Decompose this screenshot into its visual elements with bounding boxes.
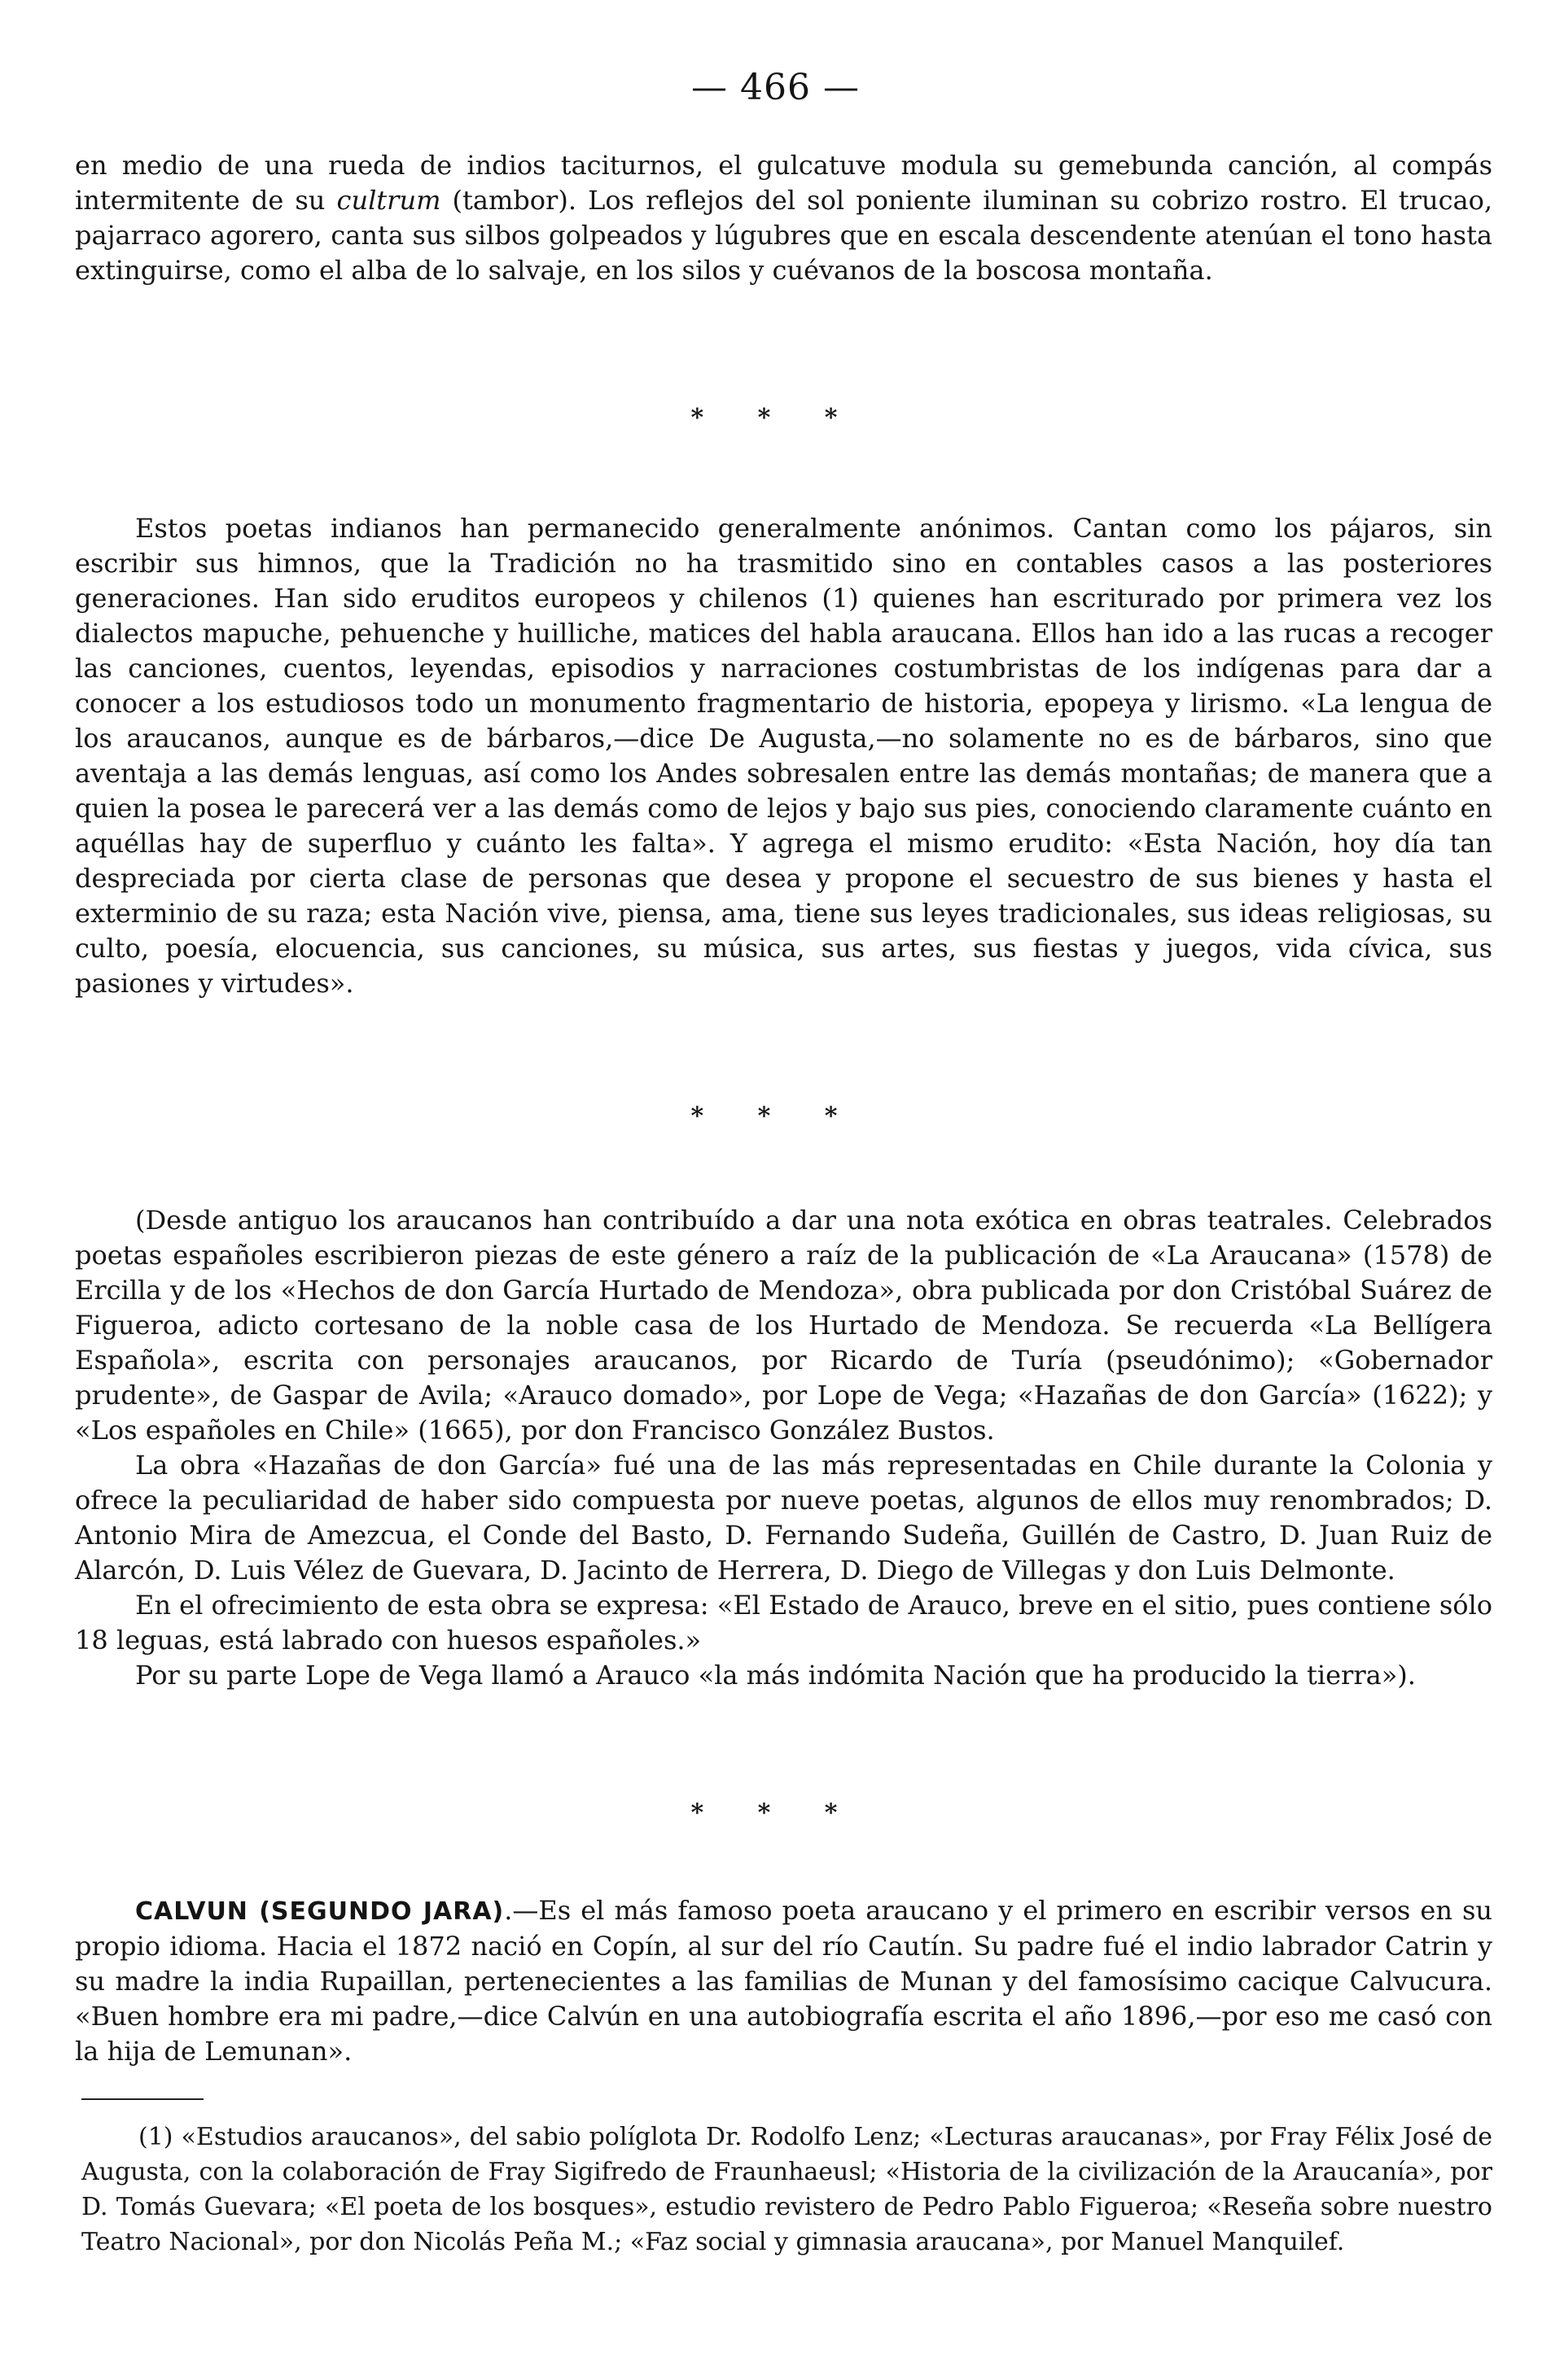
intro-text-part2: (tambor). Los reflejos del sol poniente iluminan su cobrizo rostro. El trucao, pajarraco agorero, canta sus silbos golpeados y lúgubres que en escala descendente atenúan el tono hasta extinguirse, como el alba de lo salvaje, en los silos y cuévanos de la boscosa montaña. — [75, 185, 1493, 286]
section-separator-1: * * * — [690, 404, 861, 432]
page-number: — 466 — — [691, 67, 860, 108]
calvun-paragraph — [75, 1893, 1492, 2069]
theatre-paragraph-2: La obra «Hazañas de don García» fué una de las más representadas en Chile durante la Colonia y ofrece la peculiaridad de haber sido compuesta por nueve poetas, algunos de ellos muy renombrados; D. Antonio Mira de Amezcua, el Conde del Basto, D. Fernando Sudeña, Guillén de Castro, D. Juan Ruiz de Alarcón, D. Luis Vélez de Guevara, D. Jacinto de Herrera, D. Diego de Villegas y don Luis Delmonte. — [75, 1450, 1492, 1586]
theatre-section — [75, 1203, 1492, 1693]
theatre-paragraph-1: (Desde antiguo los araucanos han contribuído a dar una nota exótica en obras teatrales. Celebrados poetas españoles escribieron piezas de este género a raíz de la publicación de «La Araucana» (1578) de Ercilla y de los «Hechos de don García Hurtado de Mendoza», obra publicada por don Cristóbal Suárez de Figueroa, adicto cortesano de la noble casa de los Hurtado de Mendoza. Se recuerda «La Bellígera Española», escrita con personajes araucanos, por Ricardo de Turía (pseudónimo); «Gobernador prudente», de Gaspar de Avila; «Arauco domado», por Lope de Vega; «Hazañas de don García» (1622); y «Los españoles en Chile» (1665), por don Francisco González Bustos. — [75, 1205, 1492, 1446]
calvun-section — [75, 1893, 1492, 2069]
intro-text-part1: en medio de una rueda de indios taciturnos, el gulcatuve modula su gemebunda canción, al compás intermitente de su — [75, 150, 1492, 216]
anonymous-poets-section — [75, 511, 1492, 1001]
anonymous-poets-paragraph: Estos poetas indianos han permanecido generalmente anónimos. Cantan como los pájaros, sin escribir sus himnos, que la Tradición no ha trasmitido sino en contables casos a las posteriores generaciones. Han sido eruditos europeos y chilenos (1) quienes han escriturado por primera vez los dialectos mapuche, pehuenche y huilliche, matices del habla araucana. Ellos han ido a las rucas a recoger las canciones, cuentos, leyendas, episodios y narraciones costumbristas de los indígenas para dar a conocer a los estudiosos todo un monumento fragmentario de historia, epopeya y lirismo. «La lengua de los araucanos, aunque es de bárbaros,—dice De Augusta,—no solamente no es de bárbaros, sino que aventaja a las demás lenguas, así como los Andes sobresalen entre las demás montañas; de manera que a quien la posea le parecerá ver a las demás como de lejos y bajo sus pies, conociendo claramente cuánto en aquéllas hay de superfluo y cuánto les falta». Y agrega el mismo erudito: «Esta Nación, hoy día tan despreciada por cierta clase de personas que desea y propone el secuestro de sus bienes y hasta el exterminio de su raza; esta Nación vive, piensa, ama, tiene sus leyes tradicionales, sus ideas religiosas, su culto, poesía, elocuencia, sus canciones, su música, sus artes, sus fiestas y juegos, vida cívica, sus pasiones y virtudes». — [75, 513, 1492, 999]
intro-paragraph — [75, 148, 1492, 288]
calvun-heading: CALVUN (SEGUNDO JARA) — [135, 1897, 505, 1926]
cultrum-italic: cultrum — [336, 185, 441, 216]
section-separator-3: * * * — [690, 1799, 861, 1827]
calvun-text: .—Es el más famoso poeta araucano y el primero en escribir versos en su propio idioma. Hacia el 1872 nació en Copín, al sur del río Cautín. Su padre fué el indio labrador Catrin y su madre la india Rupaillan, pertenecientes a las familias de Munan y del famosísimo cacique Calvucura. «Buen hombre era mi padre,—dice Calvún en una autobiografía escrita el año 1896,—por eso me casó con la hija de Lemunan». — [75, 1895, 1492, 2067]
intro-paragraph-section — [75, 148, 1492, 288]
footnote-divider — [81, 2098, 204, 2100]
footnote-1: (1) «Estudios araucanos», del sabio políglota Dr. Rodolfo Lenz; «Lecturas araucanas», por Fray Félix José de Augusta, con la colaboración de Fray Sigifredo de Fraunhaeusl; «Historia de la civilización de la Araucanía», por D. Tomás Guevara; «El poeta de los bosques», estudio revistero de Pedro Pablo Figueroa; «Reseña sobre nuestro Teatro Nacional», por don Nicolás Peña M.; «Faz social y gimnasia araucana», por Manuel Manquilef. — [81, 2123, 1492, 2256]
theatre-paragraph-4: Por su parte Lope de Vega llamó a Arauco «la más indómita Nación que ha producido la tierra»). — [135, 1660, 1416, 1691]
section-separator-2: * * * — [690, 1102, 861, 1131]
theatre-paragraph-3: En el ofrecimiento de esta obra se expresa: «El Estado de Arauco, breve en el sitio, pues contiene sólo 18 leguas, está labrado con huesos españoles.» — [75, 1590, 1492, 1656]
footnote-section — [81, 2120, 1492, 2260]
